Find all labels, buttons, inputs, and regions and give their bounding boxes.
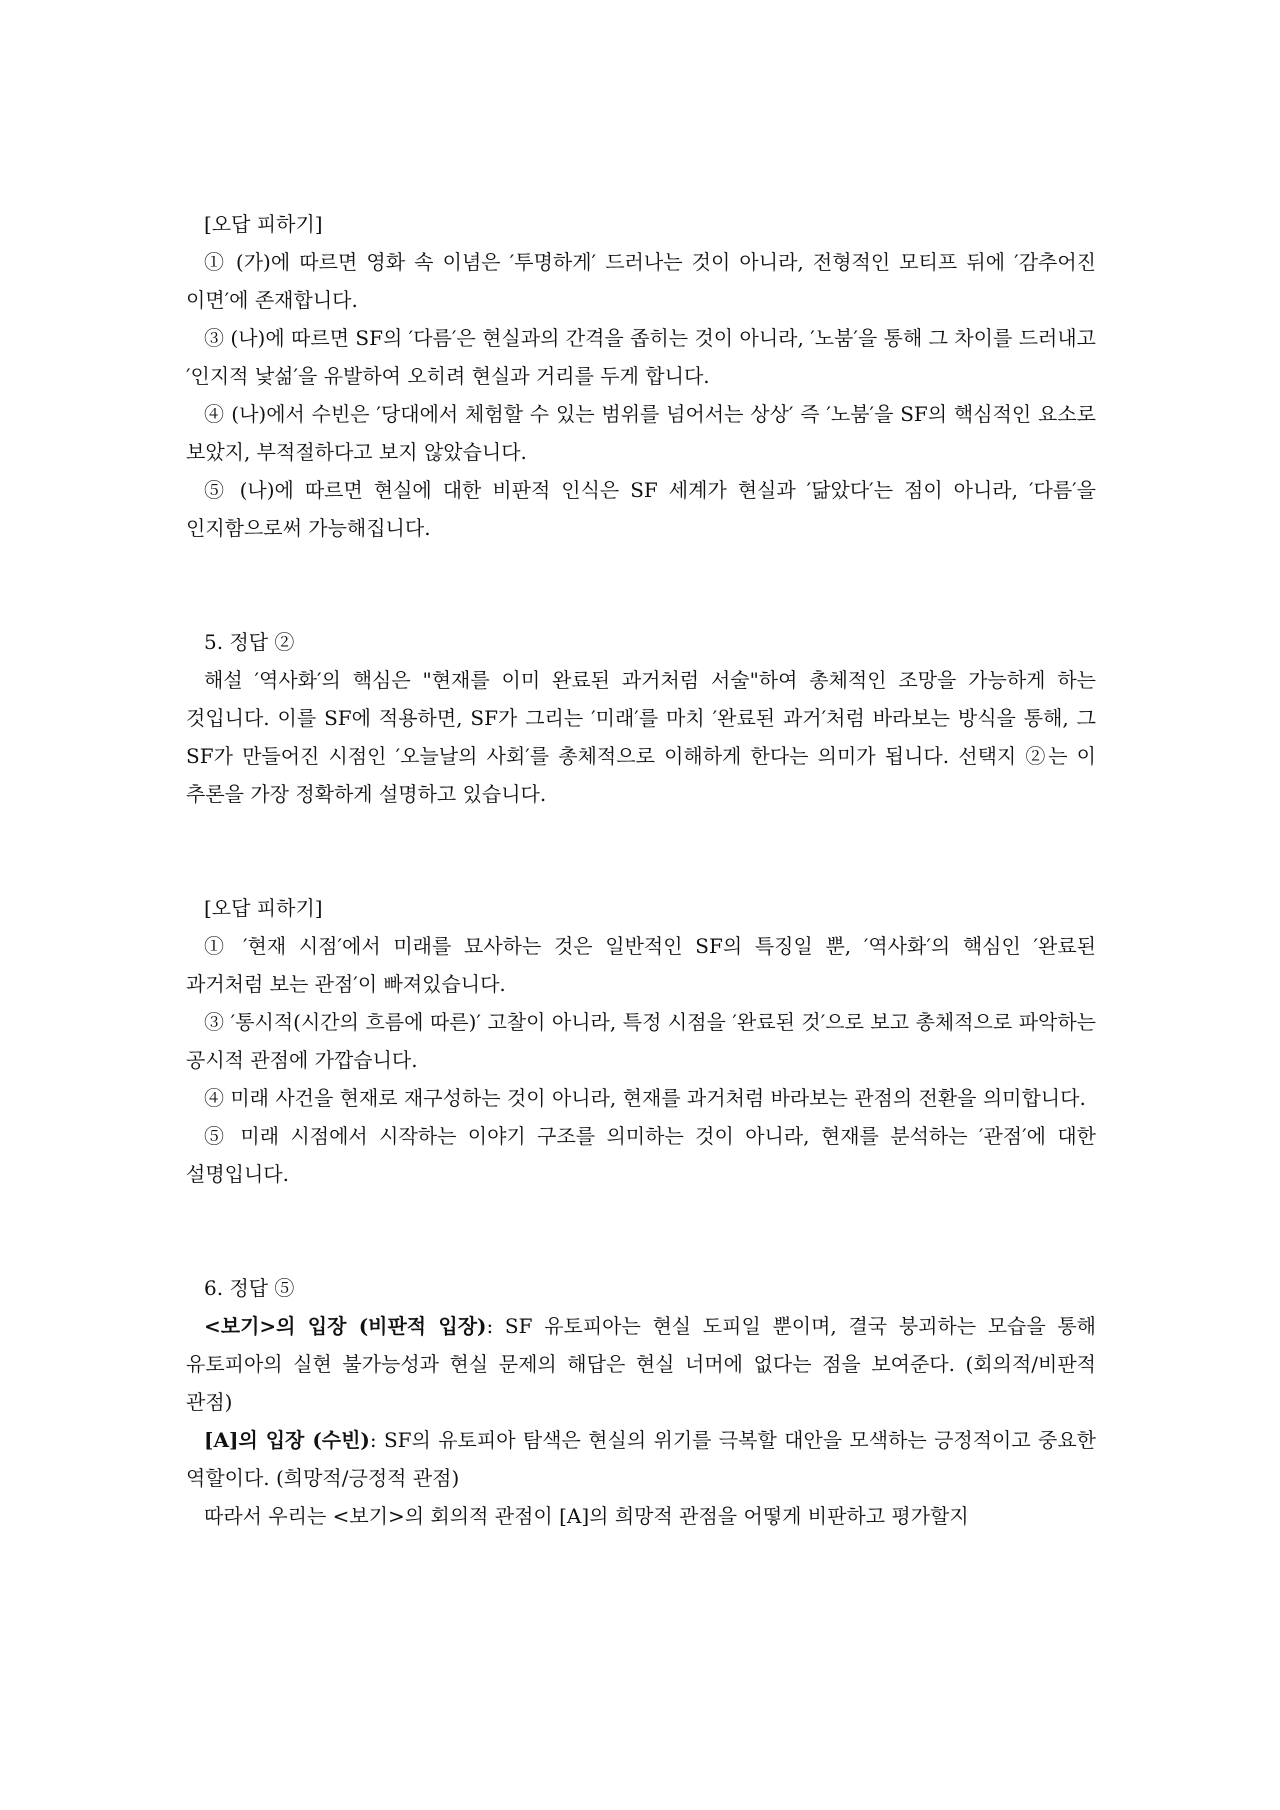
bogi-position-text: : SF 유토피아는 현실 도피일 뿐이며, 결국 붕괴하는 모습을 통해 유토피아의 실현 불가능성과 현실 문제의 해답은 현실 너머에 없다는 점을 보여준다. (회의적/비판적 관점): [186, 1314, 1097, 1414]
wrong-answer-item-5: ⑤ 미래 시점에서 시작하는 이야기 구조를 의미하는 것이 아니라, 현재를 분석하는 ′관점′에 대한 설명입니다.: [186, 1124, 1096, 1186]
section-heading-wrong-answers: [오답 피하기]: [204, 896, 323, 920]
a-position-label: [A]의 입장 (수빈): [204, 1428, 370, 1452]
answer-heading-q5: 5. 정답 ②: [204, 630, 295, 654]
wrong-answer-item-1: ① ′현재 시점′에서 미래를 묘사하는 것은 일반적인 SF의 특징일 뿐, ′역사화′의 핵심인 ′완료된 과거처럼 보는 관점′이 빠져있습니다.: [186, 934, 1096, 996]
bogi-position-label: <보기>의 입장 (비판적 입장): [204, 1314, 487, 1338]
wrong-answer-item-5: ⑤ (나)에 따르면 현실에 대한 비판적 인식은 SF 세계가 현실과 ′닮았다′는 점이 아니라, ′다름′을 인지함으로써 가능해집니다.: [186, 478, 1096, 540]
a-position-paragraph: [186, 1421, 1096, 1497]
section-gap: [186, 547, 1096, 623]
wrong-answer-item-1: ① (가)에 따르면 영화 속 이념은 ′투명하게′ 드러나는 것이 아니라, 전형적인 모티프 뒤에 ′감추어진 이면′에 존재합니다.: [186, 250, 1096, 312]
wrong-answer-item-3: ③ (나)에 따르면 SF의 ′다름′은 현실과의 간격을 좁히는 것이 아니라, ′노붐′을 통해 그 차이를 드러내고 ′인지적 낯섦′을 유발하여 오히려 현실과 거리를 두게 합니다.: [186, 326, 1096, 388]
bogi-position-paragraph: [186, 1307, 1096, 1421]
wrong-answer-item-4: ④ 미래 사건을 현재로 재구성하는 것이 아니라, 현재를 과거처럼 바라보는 관점의 전환을 의미합니다.: [204, 1086, 1086, 1110]
wrong-answer-item-4: ④ (나)에서 수빈은 ′당대에서 체험할 수 있는 범위를 넘어서는 상상′ 즉 ′노붐′을 SF의 핵심적인 요소로 보았지, 부적절하다고 보지 않았습니다.: [186, 402, 1096, 464]
section-heading-wrong-answers: [오답 피하기]: [204, 212, 323, 236]
document-page: [186, 205, 1096, 1535]
section-gap: [186, 1193, 1096, 1269]
answer-heading-q6: 6. 정답 ⑤: [204, 1276, 295, 1300]
a-position-text: : SF의 유토피아 탐색은 현실의 위기를 극복할 대안을 모색하는 긍정적이고 중요한 역할이다. (희망적/긍정적 관점): [186, 1428, 1096, 1490]
conclusion-paragraph: 따라서 우리는 <보기>의 회의적 관점이 [A]의 희망적 관점을 어떻게 비판하고 평가할지: [204, 1504, 969, 1528]
section-gap: [186, 813, 1096, 889]
wrong-answer-item-3: ③ ′통시적(시간의 흐름에 따른)′ 고찰이 아니라, 특정 시점을 ′완료된 것′으로 보고 총체적으로 파악하는 공시적 관점에 가깝습니다.: [186, 1010, 1096, 1072]
explanation-q5: 해설 ′역사화′의 핵심은 "현재를 이미 완료된 과거처럼 서술"하여 총체적인 조망을 가능하게 하는 것입니다. 이를 SF에 적용하면, SF가 그리는 ′미래′를 마치 ′완료된 과거′처럼 바라보는 방식을 통해, 그 SF가 만들어진 시점인 ′오늘날의 사회′를 총체적으로 이해하게 한다는 의미가 됩니다. 선택지 ②는 이 추론을 가장 정확하게 설명하고 있습니다.: [186, 668, 1096, 806]
